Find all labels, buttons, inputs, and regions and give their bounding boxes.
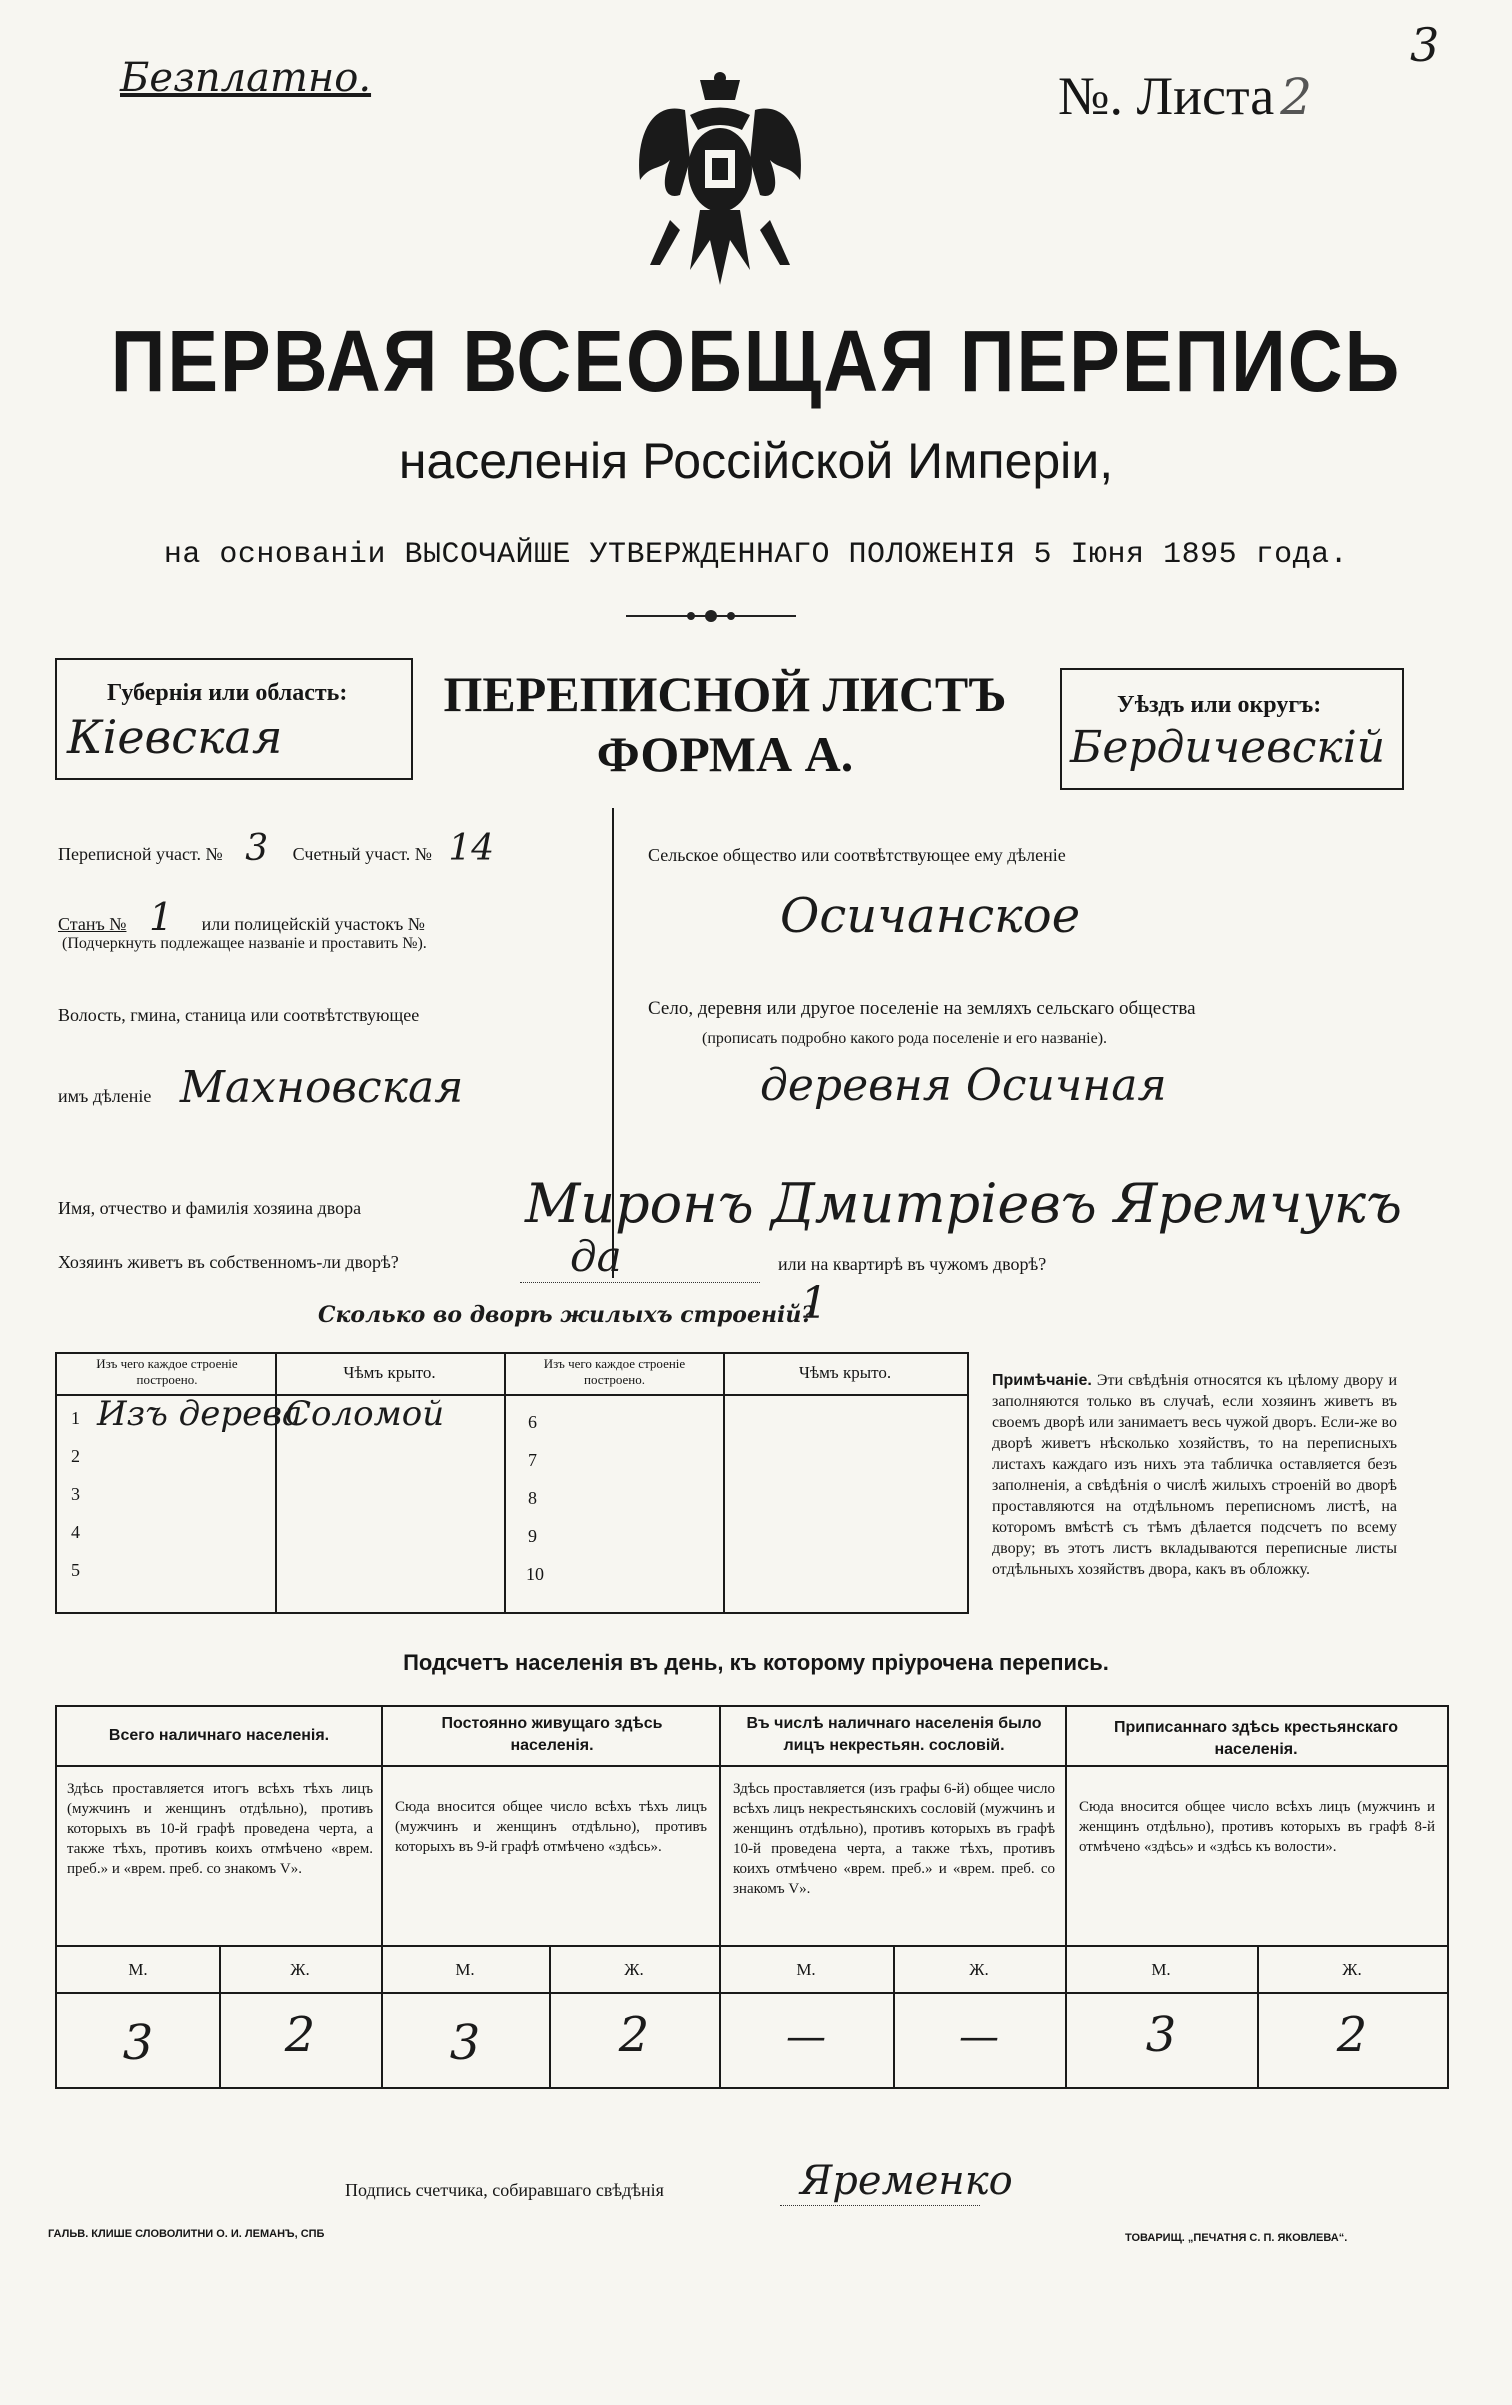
bt-row-num: 1 bbox=[71, 1408, 80, 1428]
perepisnoy-value: 3 bbox=[245, 828, 269, 869]
st-desc-1: Здѣсь проставляется итогъ всѣхъ тѣхъ лицъ (мужчинъ и женщинъ отдѣльно), противъ которыхъ въ 10-й графѣ проведена черта, а также тѣхъ, противъ коихъ отмѣчено «врем. преб.» и «врем. преб. со знакомъ V». bbox=[67, 1781, 373, 1877]
st-f-label-4: Ж. bbox=[1342, 1960, 1362, 1979]
st-hline-3 bbox=[57, 1992, 1447, 1994]
selo-value: деревня Осичная bbox=[760, 1060, 1167, 1111]
selskoe-value: Осичанское bbox=[780, 888, 1081, 944]
bt-head-material-1: Изъ чего каждое строеніе построено. bbox=[96, 1356, 238, 1387]
gubernia-box bbox=[55, 658, 413, 780]
sheet-number-label bbox=[1058, 65, 1312, 127]
owner-value: Миронъ Дмитріевъ Яремчукъ bbox=[525, 1172, 1402, 1235]
bt-head-roof-1: Чѣмъ крыто. bbox=[343, 1363, 436, 1382]
title-sub: населенія Россійской Имперіи, bbox=[398, 433, 1114, 489]
selo-label: Село, деревня или другое поселеніе на земляхъ сельскаго общества bbox=[648, 998, 1196, 1019]
title-main: ПЕРВАЯ ВСЕОБЩАЯ ПЕРЕПИСЬ bbox=[110, 312, 1402, 411]
gubernia-label: Губернія или область: bbox=[107, 680, 348, 706]
lives-dotline bbox=[520, 1282, 760, 1283]
form-center-line2: ФОРМА А. bbox=[596, 726, 854, 782]
bt-row-2 bbox=[57, 1440, 504, 1480]
st-f-label-1: Ж. bbox=[290, 1960, 310, 1979]
bt-row-1 bbox=[57, 1394, 504, 1438]
volost-label2: имъ дѣленіе bbox=[58, 1086, 152, 1106]
bt-row-material: Изъ дерева bbox=[97, 1394, 303, 1434]
bt-row-8 bbox=[504, 1482, 704, 1522]
bt-head-material-2: Изъ чего каждое строеніе построено. bbox=[543, 1356, 686, 1387]
printer-right: ТОВАРИЩ. „ПЕЧАТНЯ С. П. ЯКОВЛЕВА“. bbox=[1125, 2232, 1348, 2244]
uezd-box bbox=[1060, 668, 1404, 790]
summary-title: Подсчетъ населенія въ день, къ которому пріурочена перепись. bbox=[403, 1650, 1109, 1675]
buildings-table bbox=[55, 1352, 969, 1614]
bt-row-num: 7 bbox=[528, 1450, 537, 1470]
selskoe-label: Сельское общество или соотвѣтствующее ему дѣленіе bbox=[648, 845, 1066, 865]
st-m-label-2: М. bbox=[455, 1960, 475, 1979]
bt-row-5 bbox=[57, 1554, 504, 1594]
corner-mark: 3 bbox=[1410, 18, 1440, 72]
title-basis: на основаніи ВЫСОЧАЙШЕ УТВЕРЖДЕННАГО ПОЛОЖЕНІЯ 5 Іюня 1895 года. bbox=[163, 538, 1349, 572]
st-f-value-4: 2 bbox=[1336, 2007, 1368, 2063]
summary-table bbox=[55, 1705, 1449, 2089]
underline-note: (Подчеркнуть подлежащее названіе и проставить №). bbox=[62, 935, 427, 952]
owner-label: Имя, отчество и фамилія хозяина двора bbox=[58, 1198, 362, 1218]
st-m-label-1: М. bbox=[128, 1960, 148, 1979]
bt-row-num: 3 bbox=[71, 1484, 80, 1504]
bt-head-roof-2: Чѣмъ крыто. bbox=[798, 1363, 892, 1382]
buildings-label: Сколько во дворѣ жилыхъ строеній? bbox=[318, 1302, 815, 1328]
signature-dotline bbox=[780, 2205, 980, 2206]
bt-row-num: 8 bbox=[528, 1488, 537, 1508]
st-head-3: Въ числѣ наличнаго населенія было лицъ некрестьян. сословій. bbox=[746, 1715, 1042, 1754]
st-hline-2 bbox=[57, 1945, 1447, 1947]
bt-row-4 bbox=[57, 1516, 504, 1556]
st-m-label-4: М. bbox=[1151, 1960, 1171, 1979]
form-center-line1: ПЕРЕПИСНОЙ ЛИСТЪ bbox=[443, 666, 1007, 722]
st-m-value-1: 3 bbox=[122, 2015, 154, 2071]
note-title: Примѣчаніе. bbox=[992, 1372, 1092, 1389]
stan-label: Станъ № bbox=[58, 914, 127, 934]
sheet-number-value: 2 bbox=[1280, 68, 1313, 126]
lives-label: Хозяинъ живетъ въ собственномъ-ли дворѣ? bbox=[58, 1252, 399, 1272]
police-label: или полицейскій участокъ № bbox=[201, 914, 425, 934]
bt-row-9 bbox=[504, 1520, 704, 1560]
free-label: Безплатно. bbox=[120, 55, 372, 101]
st-desc-4: Сюда вносится общее число всѣхъ лицъ (мужчинъ и женщинъ отдѣльно), противъ которыхъ въ графѣ 8-й отмѣчено «здѣсь» и «здѣсь къ волости». bbox=[1079, 1799, 1435, 1855]
perepisnoy-row bbox=[58, 828, 603, 869]
buildings-value: 1 bbox=[800, 1278, 828, 1329]
bt-row-num: 5 bbox=[71, 1560, 80, 1580]
st-desc-3: Здѣсь проставляется (изъ графы 6-й) общее число всѣхъ лицъ некрестьянскихъ сословій (мужчинъ и женщинъ отдѣльно), противъ которыхъ въ графѣ 10-й проведена черта, а также тѣхъ, противъ коихъ отмѣчено «врем. преб.» и «врем. преб. со знакомъ V». bbox=[733, 1781, 1055, 1897]
stan-value: 1 bbox=[148, 895, 174, 939]
bt-row-6 bbox=[504, 1406, 704, 1446]
form-center-title bbox=[420, 665, 1030, 783]
ornament-divider bbox=[626, 608, 796, 624]
imperial-eagle-emblem bbox=[630, 70, 810, 300]
st-f-value-3: — bbox=[959, 2014, 999, 2060]
st-m-label-3: М. bbox=[796, 1960, 816, 1979]
selo-note: (прописать подробно какого рода поселеніе и его названіе). bbox=[702, 1030, 1108, 1047]
volost-row bbox=[58, 1062, 598, 1113]
schetny-value: 14 bbox=[448, 828, 495, 869]
stan-row bbox=[58, 895, 603, 939]
note-block bbox=[992, 1370, 1397, 1580]
st-m-value-2: 3 bbox=[449, 2015, 481, 2071]
st-head-4: Приписаннаго здѣсь крестьянскаго населенія. bbox=[1113, 1719, 1399, 1758]
st-f-label-2: Ж. bbox=[624, 1960, 644, 1979]
st-f-value-1: 2 bbox=[284, 2007, 316, 2063]
uezd-label: Уѣздъ или округъ: bbox=[1117, 692, 1322, 718]
st-f-value-2: 2 bbox=[618, 2007, 650, 2063]
bt-row-num: 2 bbox=[71, 1446, 80, 1466]
signature-label: Подпись счетчика, собиравшаго свѣдѣнія bbox=[345, 2180, 664, 2200]
bt-vline-3 bbox=[723, 1354, 725, 1612]
uezd-value: Бердичевскій bbox=[1070, 722, 1386, 773]
st-f-label-3: Ж. bbox=[969, 1960, 989, 1979]
schetny-label: Счетный участ. № bbox=[292, 844, 432, 864]
gubernia-value: Кіевская bbox=[67, 710, 283, 764]
lives-value: да bbox=[570, 1232, 622, 1281]
or-rent-label: или на квартирѣ въ чужомъ дворѣ? bbox=[778, 1254, 1047, 1274]
note-text: Эти свѣдѣнія относятся къ цѣлому двору и заполняются только въ случаѣ, если хозяинъ живетъ въ своемъ дворѣ или занимаетъ весь чужой дворъ. Если-же во дворѣ живетъ нѣсколько хозяйствъ, то на переписныхъ листахъ каждаго изъ нихъ эта табличка оставляется безъ заполненія, а свѣдѣнія о числѣ жилыхъ строеній во дворѣ проставляются на отдѣльномъ переписномъ листѣ, на которомъ вмѣстѣ съ тѣмъ дѣлается подсчетъ по всему двору; въ этотъ листъ вкладываются переписные листы отдѣльныхъ хозяйствъ двора, какъ въ обложку. bbox=[992, 1372, 1398, 1578]
bt-row-3 bbox=[57, 1478, 504, 1518]
st-desc-2: Сюда вносится общее число всѣхъ тѣхъ лицъ (мужчинъ и женщинъ отдѣльно), противъ которыхъ въ 9-й графѣ отмѣчено «здѣсь». bbox=[395, 1799, 707, 1855]
bt-row-num: 9 bbox=[528, 1526, 537, 1546]
st-m-value-4: 3 bbox=[1145, 2007, 1177, 2063]
ornament-icon bbox=[626, 608, 796, 624]
bt-row-num: 10 bbox=[526, 1564, 544, 1584]
signature-value: Яременко bbox=[800, 2158, 1013, 2204]
sheet-number-text: №. Листа bbox=[1058, 66, 1275, 126]
bt-row-7 bbox=[504, 1444, 704, 1484]
bt-row-roof: Соломой bbox=[285, 1394, 445, 1434]
st-head-2: Постоянно живущаго здѣсь населенія. bbox=[441, 1715, 663, 1754]
bt-row-num: 4 bbox=[71, 1522, 80, 1542]
volost-value: Махновская bbox=[179, 1062, 464, 1113]
bt-row-num: 6 bbox=[528, 1412, 537, 1432]
st-head-1: Всего наличнаго населенія. bbox=[108, 1727, 330, 1744]
perepisnoy-label: Переписной участ. № bbox=[58, 844, 223, 864]
volost-label: Волость, гмина, станица или соотвѣтствующее bbox=[58, 1005, 420, 1025]
st-m-value-3: — bbox=[786, 2014, 826, 2060]
bt-row-10 bbox=[504, 1558, 704, 1598]
printer-left: ГАЛЬВ. КЛИШЕ СЛОВОЛИТНИ О. И. ЛЕМАНЪ, СПБ bbox=[48, 2228, 325, 2240]
st-hline-1 bbox=[57, 1765, 1447, 1767]
